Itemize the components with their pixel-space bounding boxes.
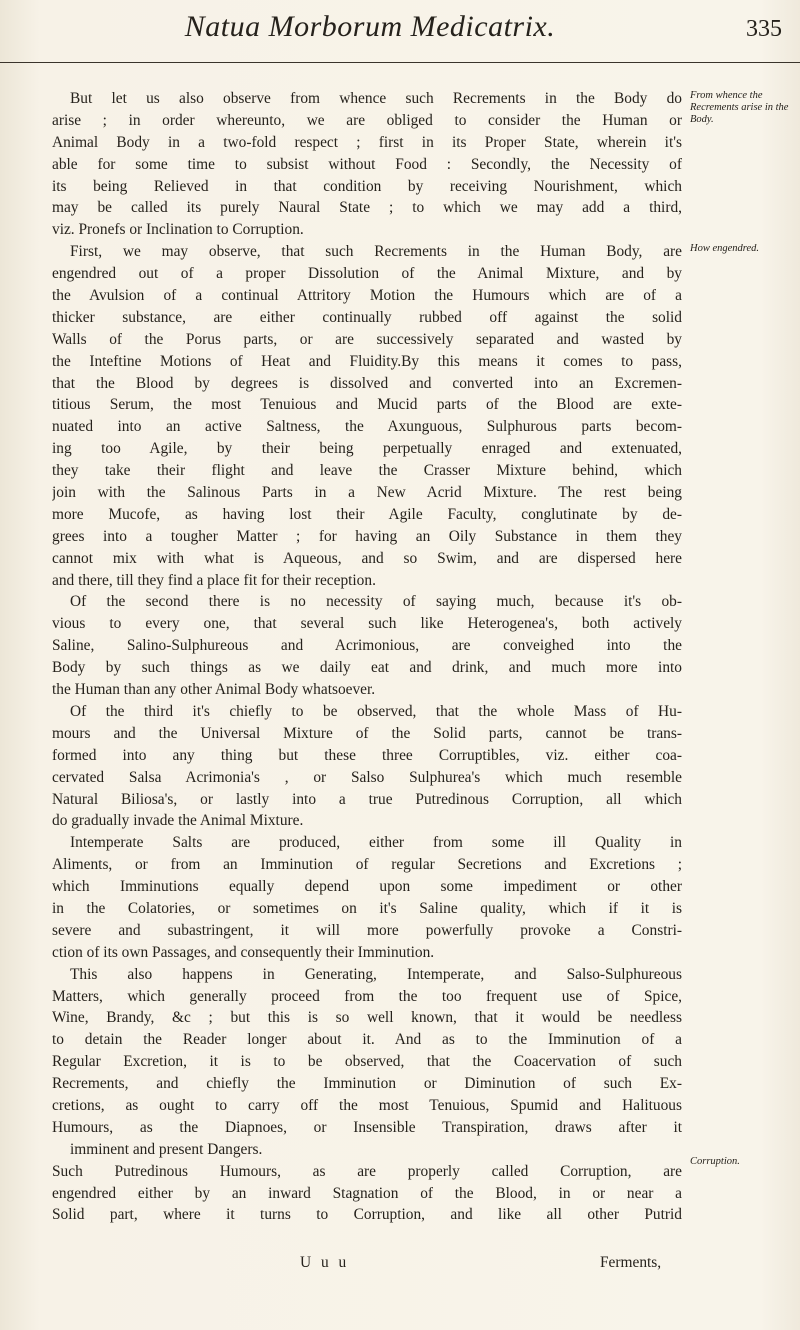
text-line: Solid part, where it turns to Corruption, and like all other Putrid xyxy=(52,1206,682,1224)
margin-note-corruption: Corruption. xyxy=(690,1156,740,1167)
margin-note-recrements: From whence the Recrements arise in the Body. xyxy=(690,90,789,125)
text-line: Walls of the Porus parts, or are successively separated and wasted by xyxy=(52,330,682,348)
text-line: that the Blood by degrees is dissolved and converted into an Excremen- xyxy=(52,374,682,392)
text-line: do gradually invade the Animal Mixture. xyxy=(52,812,304,830)
text-line: Such Putredinous Humours, as are properly called Corruption, are xyxy=(52,1162,682,1180)
text-line: formed into any thing but these three Corruptibles, viz. either coa- xyxy=(52,746,682,764)
text-line: the Inteftine Motions of Heat and Fluidity.By this means it comes to pass, xyxy=(52,352,682,370)
running-title: Natua Morborum Medicatrix. xyxy=(184,10,556,43)
signature-mark: U u u xyxy=(300,1254,350,1271)
text-line: But let us also observe from whence such Recrements in the Body do xyxy=(70,90,682,107)
text-line: Body by such things as we daily eat and drink, and much more into xyxy=(52,659,682,677)
text-line: vious to every one, that several such like Heterogenea's, both actively xyxy=(52,615,682,633)
text-line: Of the third it's chiefly to be observed, that the whole Mass of Hu- xyxy=(70,702,682,720)
text-line: may be called its purely Naural State ; to which we may add a third, xyxy=(52,199,682,217)
text-line: This also happens in Generating, Intemperate, and Salso-Sulphureous xyxy=(70,965,682,983)
text-line: cervated Salsa Acrimonia's , or Salso Sulphurea's which much resemble xyxy=(52,768,682,786)
text-line: Regular Excretion, it is to be observed, that the Coacervation of such xyxy=(52,1053,682,1071)
text-line: imminent and present Dangers. xyxy=(70,1140,263,1158)
text-line: arise ; in order whereunto, we are obliged to consider the Human or xyxy=(52,111,682,129)
catchword: Ferments, xyxy=(600,1254,662,1271)
text-line: engendred either by an inward Stagnation of the Blood, in or near a xyxy=(52,1184,682,1202)
text-line: Natural Biliosa's, or lastly into a true Putredinous Corruption, all which xyxy=(52,790,682,808)
text-line: to detain the Reader longer about it. And as to the Imminution of a xyxy=(52,1031,682,1049)
text-line: Saline, Salino-Sulphureous and Acrimonious, are conveighed into the xyxy=(52,637,682,655)
text-line: its being Relieved in that condition by receiving Nourishment, which xyxy=(52,177,682,195)
text-line: titious Serum, the most Tenuious and Mucid parts of the Blood are exte- xyxy=(52,396,682,414)
text-line: viz. Pronefs or Inclination to Corruption. xyxy=(52,221,304,239)
text-line: cannot mix with what is Aqueous, and so Swim, and are dispersed here xyxy=(52,549,682,567)
text-line: severe and subastringent, it will more powerfully provoke a Constri- xyxy=(52,921,682,939)
text-line: in the Colatories, or sometimes on it's Saline quality, which if it is xyxy=(52,899,682,917)
text-line: ction of its own Passages, and consequently their Imminution. xyxy=(52,943,435,961)
text-line: more Mucofe, as having lost their Agile Faculty, conglutinate by de- xyxy=(52,505,682,523)
text-line: mours and the Universal Mixture of the Solid parts, cannot be trans- xyxy=(52,724,682,742)
text-line: the Human than any other Animal Body whatsoever. xyxy=(52,681,376,699)
text-line: Of the second there is no necessity of saying much, because it's ob- xyxy=(70,593,682,611)
text-line: First, we may observe, that such Recrements in the Human Body, are xyxy=(70,243,682,261)
text-line: ing too Agile, by their being perpetually enraged and extenuated, xyxy=(52,440,682,458)
text-line: and there, till they find a place fit for their reception. xyxy=(52,571,376,589)
text-line: Humours, as the Diapnoes, or Insensible Transpiration, draws after it xyxy=(52,1118,682,1136)
text-line: able for some time to subsist without Food : Secondly, the Necessity of xyxy=(52,155,682,173)
text-line: which Imminutions equally depend upon some impediment or other xyxy=(52,878,682,896)
text-line: Wine, Brandy, &c ; but this is so well known, that it would be needless xyxy=(52,1009,682,1027)
page-number: 335 xyxy=(746,16,782,42)
text-line: cretions, as ought to carry off the most Tenuious, Spumid and Halituous xyxy=(52,1096,682,1114)
text-line: Matters, which generally proceed from the too frequent use of Spice, xyxy=(52,987,682,1005)
text-line: engendred out of a proper Dissolution of the Animal Mixture, and by xyxy=(52,265,682,283)
text-line: Recrements, and chiefly the Imminution or Diminution of such Ex- xyxy=(52,1075,682,1093)
text-line: Intemperate Salts are produced, either from some ill Quality in xyxy=(70,834,682,852)
text-line: they take their flight and leave the Crasser Mixture behind, which xyxy=(52,462,682,480)
text-line: thicker substance, are either continually rubbed off against the solid xyxy=(52,308,682,326)
text-line: the Avulsion of a continual Attritory Motion the Humours which are of a xyxy=(52,287,682,305)
text-line: join with the Salinous Parts in a New Acrid Mixture. The rest being xyxy=(52,484,682,502)
text-line: Aliments, or from an Imminution of regular Secretions and Excretions ; xyxy=(52,856,682,874)
text-line: grees into a tougher Matter ; for having an Oily Substance in them they xyxy=(52,527,682,545)
body-text xyxy=(52,88,682,1226)
margin-note-engendred: How engendred. xyxy=(690,243,760,254)
running-head xyxy=(0,10,800,63)
text-line: nuated into an active Saltness, the Axunguous, Sulphurous parts becom- xyxy=(52,418,682,436)
text-line: Animal Body in a two-fold respect ; first in its Proper State, wherein it's xyxy=(52,133,682,151)
